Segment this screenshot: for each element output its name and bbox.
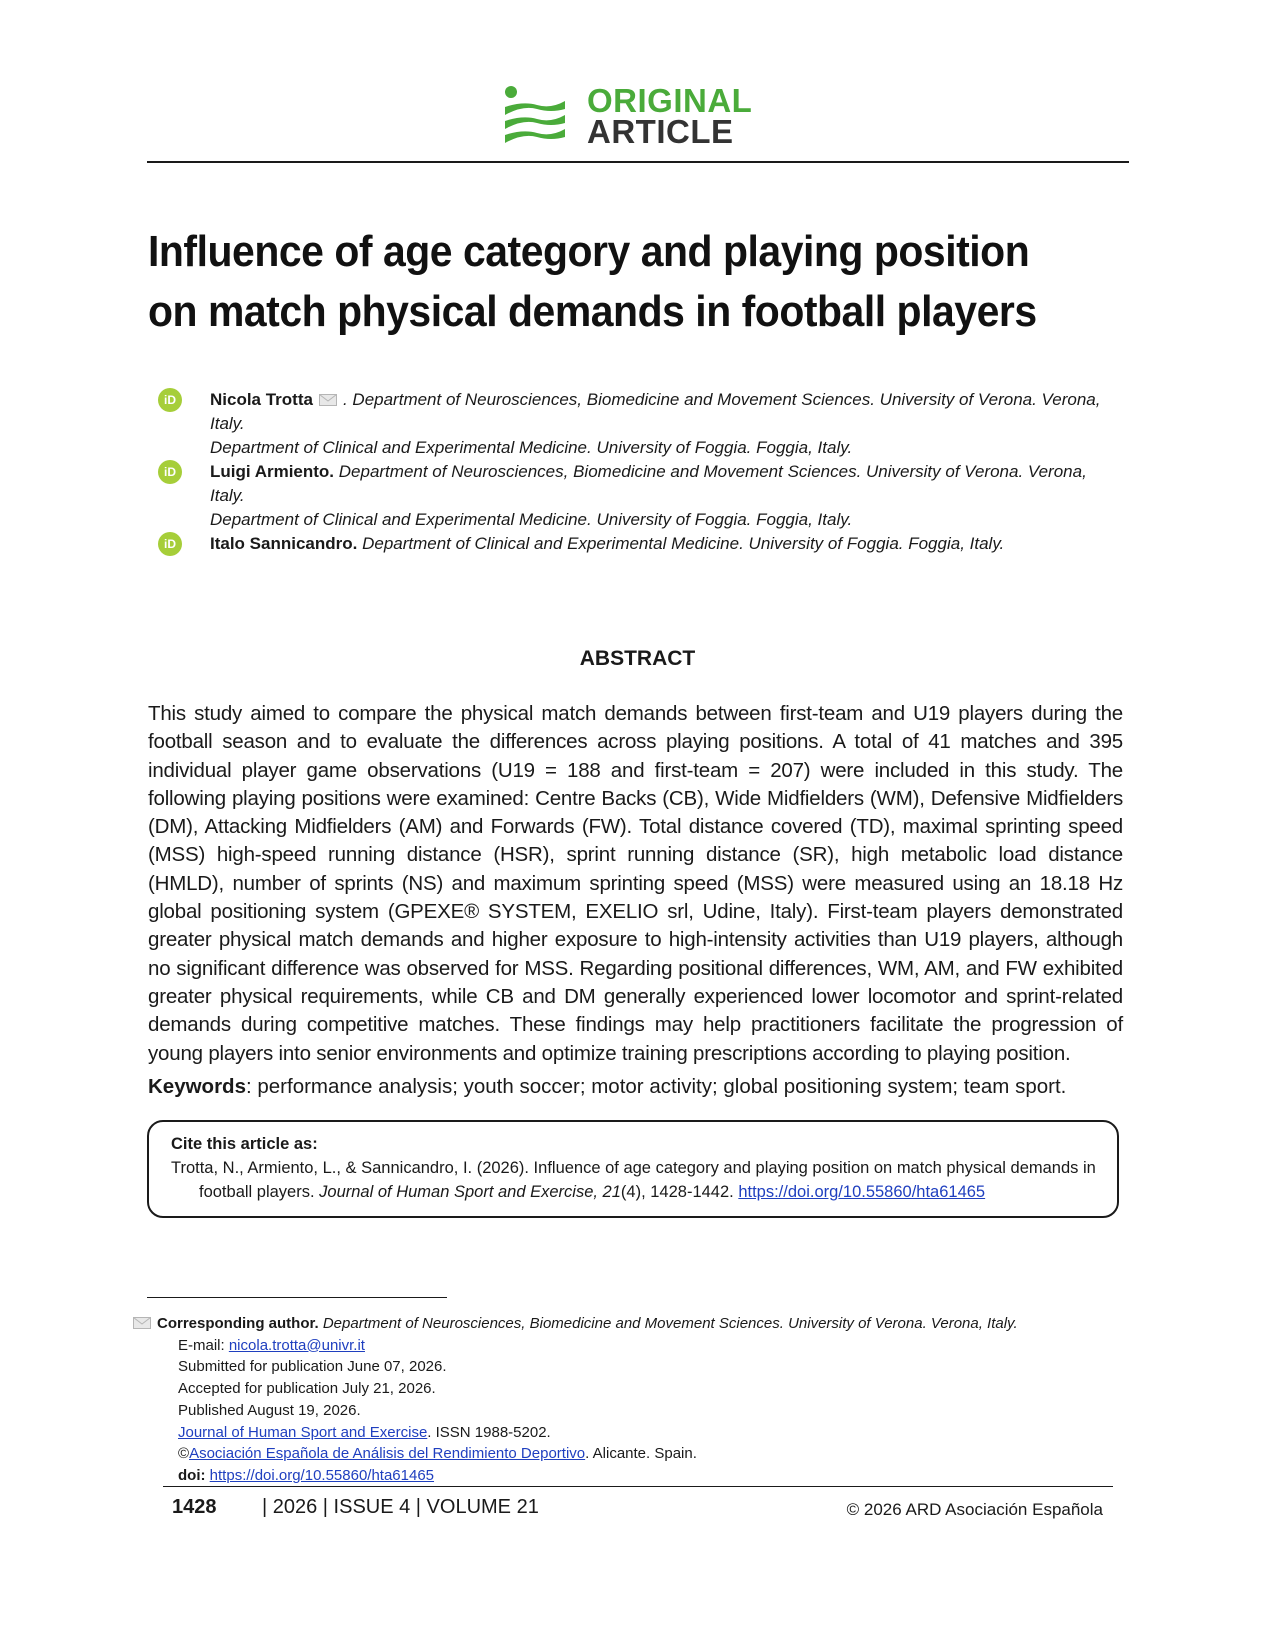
author-entry bbox=[158, 388, 1118, 460]
keywords bbox=[148, 1073, 1123, 1101]
keywords-text: : performance analysis; youth soccer; motor activity; global positioning system; team sport. bbox=[245, 1075, 1067, 1098]
orcid-icon[interactable]: iD bbox=[158, 532, 182, 556]
orcid-icon[interactable]: iD bbox=[158, 460, 182, 484]
email-link[interactable]: nicola.trotta@univr.it bbox=[228, 1336, 365, 1354]
logo-line-original: ORIGINAL bbox=[587, 82, 753, 119]
association-link[interactable]: Asociación Española de Análisis del Rendimiento Deportivo bbox=[189, 1445, 586, 1463]
author-name: Luigi Armiento. bbox=[210, 462, 335, 481]
journal-link[interactable]: Journal of Human Sport and Exercise bbox=[178, 1423, 428, 1441]
author-name: Nicola Trotta bbox=[210, 390, 313, 409]
envelope-icon bbox=[133, 1317, 151, 1329]
doi-link[interactable]: https://doi.org/10.55860/hta61465 bbox=[209, 1466, 435, 1484]
email-line bbox=[133, 1335, 1113, 1357]
corresponding-author-line bbox=[133, 1313, 1113, 1335]
envelope-icon bbox=[319, 394, 337, 406]
accepted-date: Accepted for publication July 21, 2026. bbox=[178, 1380, 436, 1398]
author-entry bbox=[158, 532, 1118, 556]
submitted-date: Submitted for publication June 07, 2026. bbox=[178, 1358, 447, 1376]
footnote-divider bbox=[147, 1297, 447, 1298]
doi-label: doi: bbox=[178, 1466, 206, 1484]
doi-line bbox=[133, 1465, 1113, 1487]
issue-info: | 2026 | ISSUE 4 | VOLUME 21 bbox=[262, 1496, 539, 1518]
author-affiliation: Department of Clinical and Experimental Medicine. University of Foggia. Foggia, Italy. bbox=[357, 534, 1005, 553]
author-affiliation-secondary: Department of Clinical and Experimental Medicine. University of Foggia. Foggia, Italy. bbox=[210, 438, 853, 457]
copyright-symbol: © bbox=[178, 1445, 190, 1463]
copyright-line bbox=[133, 1443, 1113, 1465]
citation-box bbox=[147, 1120, 1119, 1218]
citation-journal: Journal of Human Sport and Exercise, 21 bbox=[319, 1183, 621, 1201]
author-name: Italo Sannicandro. bbox=[210, 534, 358, 553]
footer-copyright: © 2026 ARD Asociación Española bbox=[846, 1500, 1103, 1519]
corresponding-label: Corresponding author. bbox=[157, 1315, 319, 1332]
article-title: Influence of age category and playing position on match physical demands in football players bbox=[148, 227, 1037, 336]
abstract-heading: ABSTRACT bbox=[579, 647, 696, 670]
citation-plain: Trotta, N., Armiento, L., & Sannicandro, I. (2026). Influence of age category and playing position on match physical demands in football players. bbox=[171, 1159, 1096, 1201]
citation-text bbox=[171, 1156, 1097, 1204]
abstract-text: This study aimed to compare the physical match demands between first-team and U19 players during the football season and to evaluate the differences across playing positions. A total of 41 matches and 395 individual player game observations (U19 = 188 and first-team = 207) were included in this study. The following playing positions were examined: Centre Backs (CB), Wide Midfielders (WM), Defensive Midfielders (DM), Attacking Midfielders (AM) and Forwards (FW). Total distance covered (TD), maximal sprinting speed (MSS) high-speed running distance (HSR), sprint running distance (SR), high metabolic load distance (HMLD), number of sprints (NS) and maximum sprinting speed (MSS) were measured using an 18.18 Hz global positioning system (GPEXE® SYSTEM, EXELIO srl, Udine, Italy). First-team players demonstrated greater physical match demands and higher exposure to high-intensity activities than U19 players, although no significant difference was observed for MSS. Regarding positional differences, WM, AM, and FW exhibited greater physical requirements, while CB and DM generally experienced lower locomotor and sprint-related demands during competitive matches. These findings may help practitioners facilitate the progression of young players into senior environments and optimize training prescriptions according to playing position. bbox=[148, 702, 1123, 1065]
author-affiliation-secondary: Department of Clinical and Experimental Medicine. University of Foggia. Foggia, Italy. bbox=[210, 510, 853, 529]
citation-issue-pages: (4), 1428-1442. bbox=[620, 1183, 739, 1201]
logo-text bbox=[587, 82, 753, 150]
logo-line-article: ARTICLE bbox=[587, 113, 734, 150]
orcid-icon[interactable]: iD bbox=[158, 388, 182, 412]
published-date: Published August 19, 2026. bbox=[178, 1401, 361, 1419]
footnote bbox=[133, 1313, 1113, 1487]
corresponding-affiliation: Department of Neurosciences, Biomedicine and Movement Sciences. University of Verona. Verona, Italy. bbox=[318, 1315, 1018, 1332]
location: . Alicante. Spain. bbox=[585, 1445, 697, 1463]
citation-label: Cite this article as: bbox=[171, 1135, 318, 1153]
email-label: E-mail: bbox=[178, 1336, 229, 1354]
original-article-logo-icon bbox=[503, 85, 567, 147]
author-list bbox=[158, 388, 1118, 556]
author-entry bbox=[158, 460, 1118, 532]
issn: . ISSN 1988-5202. bbox=[427, 1423, 551, 1441]
footer-divider bbox=[163, 1486, 1113, 1487]
journal-logo bbox=[503, 82, 763, 150]
header-divider bbox=[147, 161, 1129, 163]
page-number: 1428 bbox=[172, 1496, 217, 1518]
keywords-label: Keywords bbox=[148, 1075, 246, 1098]
author-affiliation: Department of Neurosciences, Biomedicine and Movement Sciences. University of Verona. Verona, Italy. bbox=[210, 462, 1087, 505]
author-affiliation: . Department of Neurosciences, Biomedicine and Movement Sciences. University of Verona. Verona, Italy. bbox=[210, 390, 1101, 433]
journal-line bbox=[133, 1422, 1113, 1444]
citation-doi-link[interactable]: https://doi.org/10.55860/hta61465 bbox=[738, 1183, 986, 1201]
